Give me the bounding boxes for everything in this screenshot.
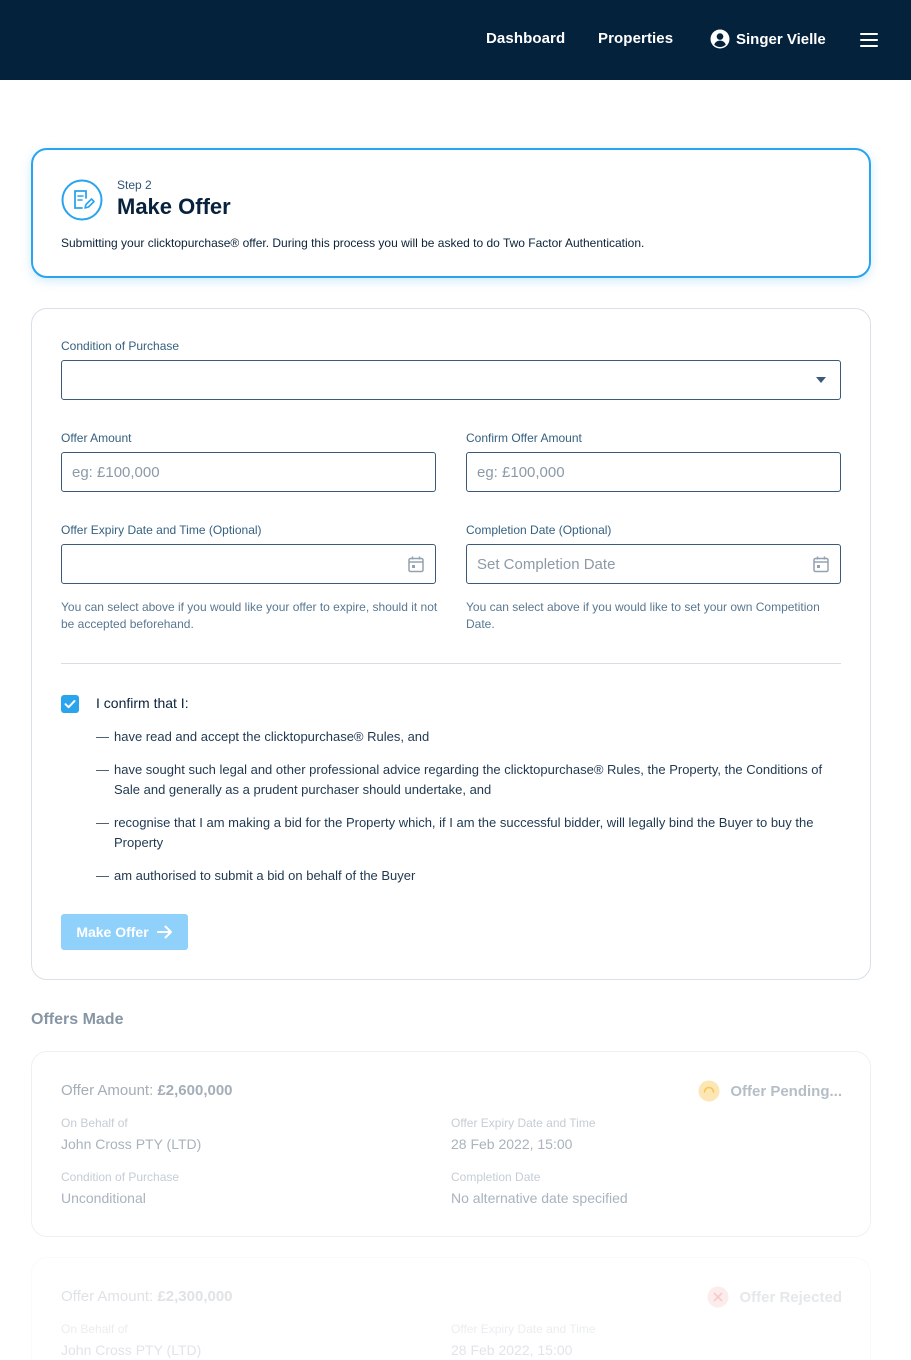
checkmark-icon (61, 695, 79, 713)
make-offer-button-label: Make Offer (76, 924, 149, 940)
top-navbar (0, 0, 911, 80)
condition-label: Condition of Purchase (61, 1170, 180, 1184)
completion-hint: You can select above if you would like to set your own Competition Date. (466, 600, 820, 631)
user-avatar-icon (710, 29, 730, 49)
pending-icon (698, 1080, 720, 1102)
confirm-checkbox[interactable] (61, 695, 79, 713)
completion-date-input[interactable] (466, 544, 841, 584)
hamburger-menu-icon[interactable] (860, 33, 878, 47)
condition-select[interactable] (61, 360, 841, 400)
offer-amount-input[interactable] (61, 452, 436, 492)
confirm-label: I confirm that I: (96, 695, 189, 711)
on-behalf-value: John Cross PTY (LTD) (61, 1136, 202, 1152)
status-text: Offer Rejected (739, 1288, 842, 1306)
offer-amount-label: Offer Amount (61, 431, 132, 445)
step-number: Step 2 (117, 178, 152, 192)
status-text: Offer Pending... (730, 1082, 842, 1100)
condition-label: Condition of Purchase (61, 339, 180, 353)
arrow-right-icon (157, 925, 173, 939)
confirm-amount-input[interactable] (466, 452, 841, 492)
on-behalf-label: On Behalf of (61, 1322, 128, 1336)
confirm-clause: — recognise that I am making a bid for the Property which, if I am the successful bidder, will legally bind the Buyer to buy the Property (96, 815, 814, 850)
on-behalf-value: John Cross PTY (LTD) (61, 1342, 202, 1358)
calendar-icon[interactable] (812, 555, 830, 573)
offer-amount-value: £2,300,000 (157, 1288, 233, 1305)
offer-form-card (31, 308, 871, 980)
confirm-amount-placeholder: eg: £100,000 (477, 464, 565, 481)
calendar-icon[interactable] (407, 555, 425, 573)
chevron-down-icon (816, 377, 826, 383)
user-name: Singer Vielle (736, 30, 826, 48)
on-behalf-label: On Behalf of (61, 1116, 128, 1130)
confirm-clause: — am authorised to submit a bid on behalf of the Buyer (96, 868, 416, 883)
condition-value: Unconditional (61, 1190, 146, 1206)
divider (61, 663, 841, 664)
expiry-date-input[interactable] (61, 544, 436, 584)
expiry-label: Offer Expiry Date and Time (451, 1322, 596, 1336)
user-menu[interactable] (710, 29, 826, 49)
completion-placeholder: Set Completion Date (477, 556, 616, 573)
offer-card (31, 1051, 871, 1237)
nav-properties-link[interactable]: Properties (598, 30, 674, 47)
offer-amount-placeholder: eg: £100,000 (72, 464, 160, 481)
page-title: Make Offer (117, 194, 231, 219)
completion-label: Completion Date (Optional) (466, 523, 612, 537)
expiry-label: Offer Expiry Date and Time (Optional) (61, 523, 262, 537)
completion-value: No alternative date specified (451, 1190, 628, 1206)
nav-dashboard-link[interactable]: Dashboard (486, 30, 566, 47)
offer-card (31, 1257, 871, 1360)
step-card (31, 148, 871, 278)
expiry-hint: You can select above if you would like your offer to expire, should it not be accepted beforehand. (61, 600, 438, 631)
offer-amount-value: £2,600,000 (157, 1082, 233, 1099)
completion-label: Completion Date (451, 1170, 541, 1184)
make-offer-button[interactable] (61, 914, 188, 950)
offer-amount: Offer Amount: £2,600,000 (61, 1082, 233, 1099)
expiry-value: 28 Feb 2022, 15:00 (451, 1136, 573, 1152)
offers-made-title: Offers Made (31, 1011, 124, 1028)
offer-amount: Offer Amount: £2,300,000 (61, 1288, 233, 1305)
step-description: Submitting your clicktopurchase® offer. During this process you will be asked to do Two Factor Authentication. (61, 236, 645, 250)
expiry-value: 28 Feb 2022, 15:00 (451, 1342, 573, 1358)
edit-document-icon (61, 179, 103, 221)
confirm-clause: — have read and accept the clicktopurchase® Rules, and (96, 729, 430, 744)
status-badge (698, 1080, 842, 1102)
confirm-clause: — have sought such legal and other professional advice regarding the clicktopurchase® Rules, the Property, the Conditions of Sale and generally as a prudent purchaser should undertake, and (96, 762, 823, 797)
confirm-amount-label: Confirm Offer Amount (466, 431, 582, 445)
status-badge (707, 1286, 842, 1308)
expiry-label: Offer Expiry Date and Time (451, 1116, 596, 1130)
rejected-icon (707, 1286, 729, 1308)
